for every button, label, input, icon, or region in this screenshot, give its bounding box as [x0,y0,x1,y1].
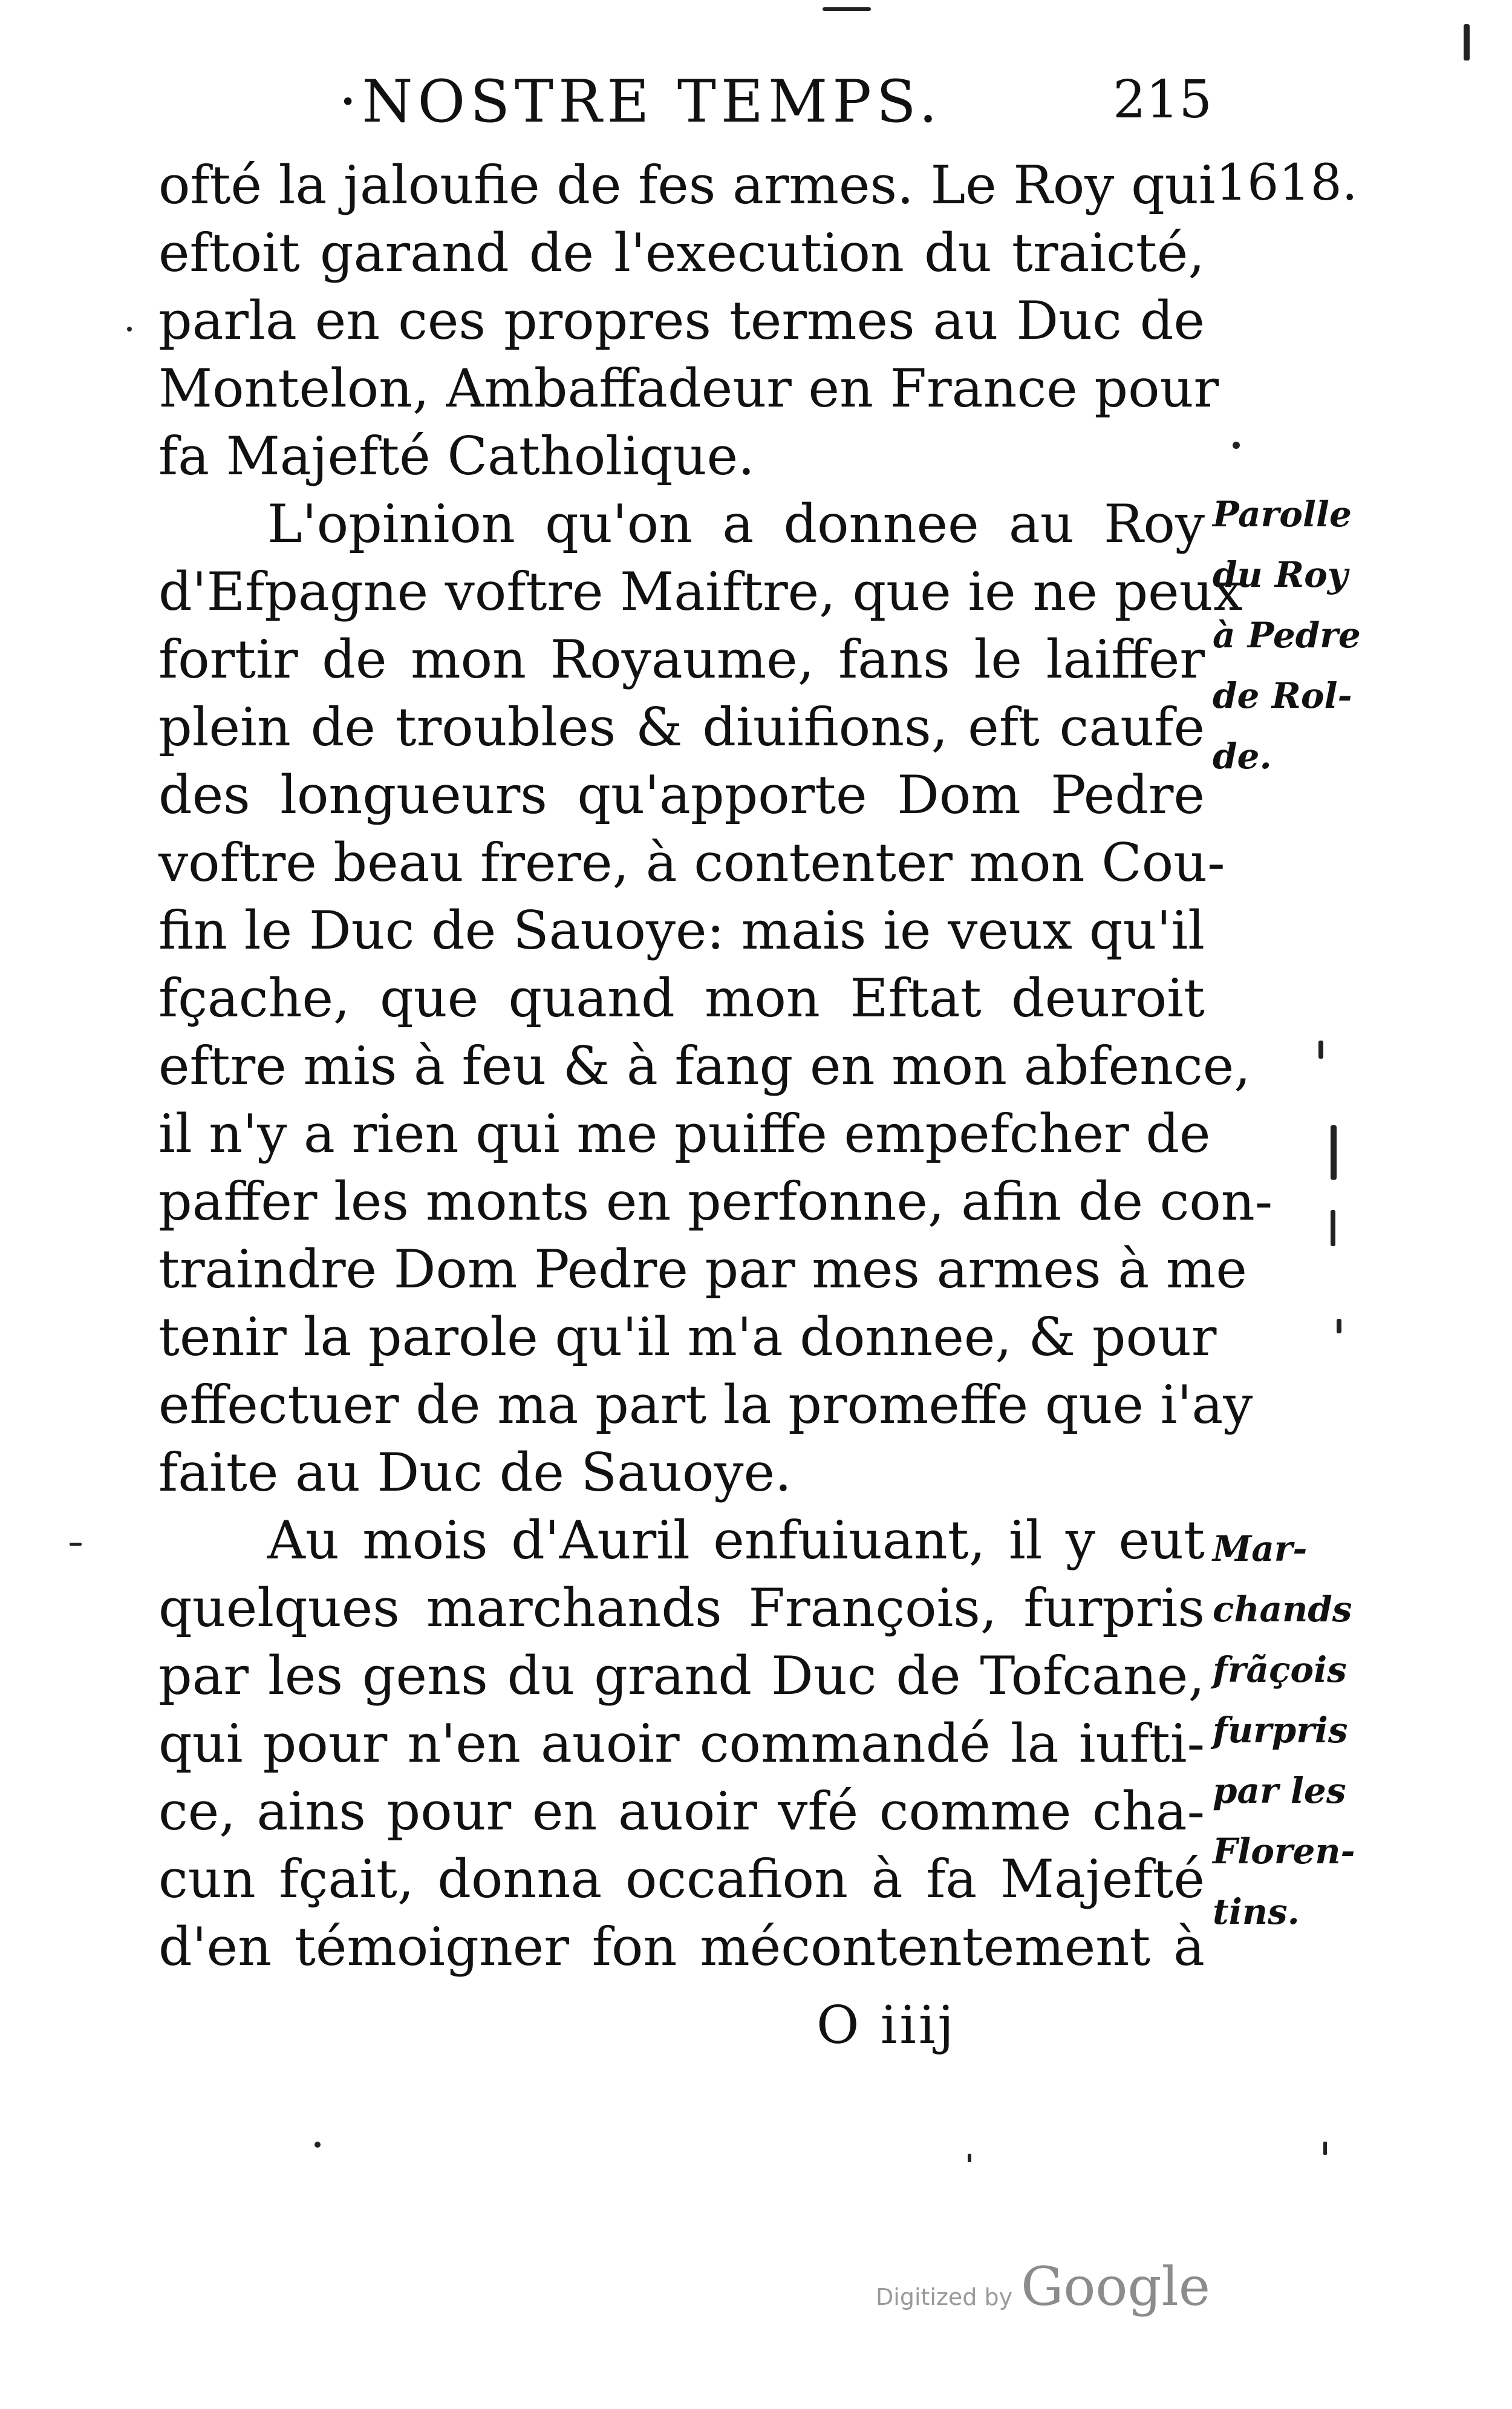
marginal-note-line: Parolle [1213,494,1352,535]
text-line: parla en ces propres termes au Duc de [158,290,1205,351]
text-line: voftre beau frere, à contenter mon Cou- [158,832,1225,894]
text-line: par les gens du grand Duc de Tofcane, [158,1645,1205,1707]
text-line: faite au Duc de Sauoye. [158,1442,792,1503]
scan-speck [1233,442,1240,449]
text-line: d'en témoigner fon mécontentement à [158,1916,1205,1978]
scan-speck [1464,24,1470,60]
text-line: ofté la jaloufie de fes armes. Le Roy qui [158,154,1216,216]
scan-speck [968,2154,971,2162]
marginal-note-line: tins. [1213,1891,1300,1932]
watermark-prefix: Digitized by [876,2284,1013,2310]
text-line: tenir la parole qu'il m'a donnee, & pour [158,1306,1217,1368]
signature-mark: O iiij [816,1995,957,2056]
scan-speck [70,1543,82,1546]
text-line: traindre Dom Pedre par mes armes à me [158,1238,1247,1300]
text-line: fa Majefté Catholique. [158,425,755,487]
scan-speck [127,327,132,332]
text-line: fçache, que quand mon Eftat deuroit [158,967,1205,1029]
running-head: ·NOSTRE TEMPS. [339,68,942,136]
marginal-note-line: à Pedre [1213,615,1361,656]
text-line: fin le Duc de Sauoye: mais ie veux qu'il [158,900,1205,961]
text-line: plein de troubles & diuifions, eft caufe [158,696,1205,758]
marginal-note-line: Floren- [1213,1831,1355,1872]
marginal-note-line: furpris [1213,1710,1348,1751]
marginal-note-line: de. [1213,736,1272,777]
text-line: cun fçait, donna occafion à fa Majefté [158,1848,1205,1910]
scan-speck [1331,1125,1337,1180]
scan-speck [823,7,871,11]
year-marginal: 1618. [1216,154,1358,212]
text-line: paffer les monts en perfonne, afin de con- [158,1171,1273,1232]
marginal-note-line: frãçois [1213,1649,1347,1690]
text-line: qui pour n'en auoir commandé la iufti- [158,1713,1205,1774]
marginal-note-line: du Roy [1213,554,1348,595]
text-line: Au mois d'Auril enfuiuant, il y eut [267,1509,1205,1571]
scan-speck [1331,1210,1335,1246]
scan-speck [1318,1041,1323,1059]
marginal-note-marchands [1213,1518,1370,1942]
scan-speck [1337,1319,1341,1333]
text-line: eftre mis à feu & à fang en mon abfence, [158,1035,1251,1097]
text-line: il n'y a rien qui me puiffe empefcher de [158,1103,1211,1165]
text-line: quelques marchands François, furpris [158,1577,1205,1639]
text-line: ce, ains pour en auoir vfé comme cha- [158,1780,1205,1842]
text-line: Montelon, Ambaffadeur en France pour [158,358,1219,419]
page-number: 215 [1113,70,1213,130]
text-line: des longueurs qu'apporte Dom Pedre [158,764,1205,826]
text-line: L'opinion qu'on a donnee au Roy [267,493,1205,555]
scan-speck [314,2142,321,2148]
marginal-note-line: chands [1213,1589,1352,1630]
marginal-note-parolle [1213,484,1370,786]
scan-speck [1323,2142,1327,2155]
google-watermark [876,2255,1210,2318]
google-logo: Google [1021,2255,1210,2318]
marginal-note-line: de Rol- [1213,675,1352,716]
text-line: fortir de mon Royaume, fans le laiffer [158,629,1205,690]
text-line: effectuer de ma part la promeffe que i'ay [158,1374,1253,1436]
marginal-note-line: Mar- [1213,1528,1308,1569]
text-line: d'Efpagne voftre Maiftre, que ie ne peux [158,561,1243,623]
text-line: eftoit garand de l'execution du traicté, [158,222,1205,284]
marginal-note-line: par les [1213,1770,1346,1811]
